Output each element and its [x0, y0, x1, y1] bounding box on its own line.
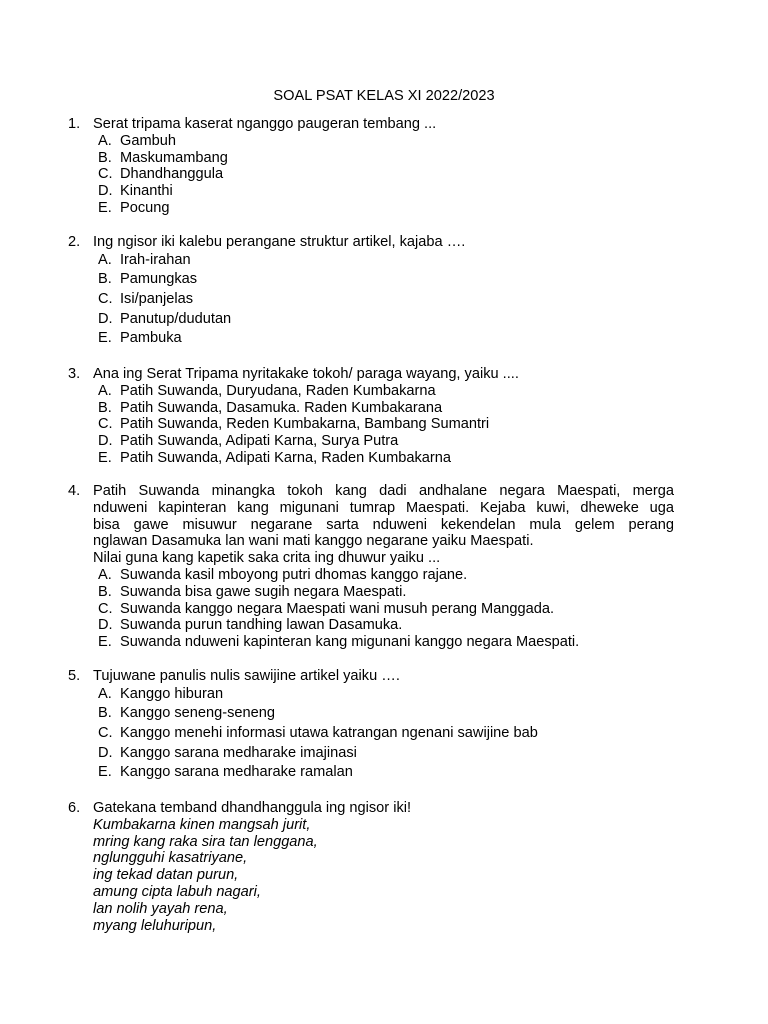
option-letter: D.: [98, 183, 113, 200]
option-text: Patih Suwanda, Duryudana, Raden Kumbakarna: [120, 382, 436, 399]
option-c: [68, 724, 674, 744]
option-list: [68, 133, 674, 217]
option-a: [68, 251, 674, 271]
option-letter: A.: [98, 132, 112, 149]
poem-line: myang leluhuripun,: [93, 917, 217, 934]
option-text: Kanggo seneng-seneng: [120, 705, 275, 722]
option-list: [68, 567, 674, 651]
option-letter: C.: [98, 724, 113, 741]
question-number: 2.: [68, 234, 81, 250]
option-text: Maskumambang: [120, 149, 228, 166]
option-e: [68, 763, 674, 783]
option-text: Suwanda purun tandhing lawan Dasamuka.: [120, 617, 403, 634]
option-b: [68, 704, 674, 724]
option-list: [68, 383, 674, 467]
option-text: Patih Suwanda, Dasamuka. Raden Kumbakarana: [120, 399, 443, 416]
option-letter: E.: [98, 449, 112, 466]
question-number: 3.: [68, 366, 81, 382]
option-text: Kinanthi: [120, 183, 173, 200]
option-e: [68, 450, 674, 467]
option-text: Irah-irahan: [120, 251, 191, 268]
option-letter: C.: [98, 416, 113, 433]
option-e: [68, 200, 674, 217]
option-letter: B.: [98, 705, 112, 722]
option-text: Suwanda kasil mboyong putri dhomas kanggo rajane.: [120, 566, 468, 583]
question-text: Gatekana temband dhandhanggula ing ngisor iki!: [93, 800, 412, 816]
option-d: [68, 183, 674, 200]
option-letter: E.: [98, 199, 112, 216]
option-d: [68, 433, 674, 450]
option-text: Kanggo sarana medharake imajinasi: [120, 744, 357, 761]
option-text: Kanggo sarana medharake ramalan: [120, 764, 353, 781]
option-letter: E.: [98, 634, 112, 651]
question-2: [68, 234, 674, 349]
passage-line: bisa gawe misuwur negarane sarta nduweni kekendelan mula gelem perang: [93, 516, 674, 533]
option-letter: A.: [98, 566, 112, 583]
option-letter: C.: [98, 290, 113, 307]
question-text: Tujuwane panulis nulis sawijine artikel yaiku ….: [93, 668, 400, 684]
option-e: [68, 329, 674, 349]
passage-line: nglawan Dasamuka lan wani mati kanggo negarane yaiku Maespati.: [93, 533, 534, 550]
option-letter: B.: [98, 271, 112, 288]
option-text: Panutup/dudutan: [120, 310, 232, 327]
question-text: Ana ing Serat Tripama nyritakake tokoh/ paraga wayang, yaiku ....: [93, 366, 519, 382]
option-d: [68, 617, 674, 634]
poem-line: nglungguhi kasatriyane,: [93, 850, 248, 867]
option-a: [68, 685, 674, 705]
question-5: [68, 668, 674, 783]
option-list: [68, 251, 674, 349]
option-letter: A.: [98, 382, 112, 399]
option-letter: E.: [98, 330, 112, 347]
poem-stanza: [68, 817, 674, 935]
poem-line: mring kang raka sira tan lenggana,: [93, 833, 318, 850]
question-prompt: Nilai guna kang kapetik saka crita ing dhuwur yaiku ...: [93, 550, 441, 567]
option-text: Pambuka: [120, 330, 182, 347]
option-text: Dhandhanggula: [120, 166, 224, 183]
passage-line: Patih Suwanda minangka tokoh kang dadi andhalane negara Maespati, merga: [93, 483, 674, 499]
option-c: [68, 416, 674, 433]
option-letter: D.: [98, 617, 113, 634]
option-text: Kanggo menehi informasi utawa katrangan ngenani sawijine bab: [120, 724, 538, 741]
question-number: 6.: [68, 800, 81, 816]
option-text: Patih Suwanda, Adipati Karna, Surya Putra: [120, 433, 399, 450]
option-d: [68, 744, 674, 764]
option-b: [68, 584, 674, 601]
option-letter: E.: [98, 764, 112, 781]
option-text: Patih Suwanda, Reden Kumbakarna, Bambang Sumantri: [120, 416, 490, 433]
option-text: Suwanda nduweni kapinteran kang migunani kanggo negara Maespati.: [120, 634, 580, 651]
option-a: [68, 133, 674, 150]
option-text: Pamungkas: [120, 271, 198, 288]
poem-line: amung cipta labuh nagari,: [93, 883, 261, 900]
option-a: [68, 567, 674, 584]
option-letter: A.: [98, 251, 112, 268]
option-letter: B.: [98, 399, 112, 416]
option-c: [68, 166, 674, 183]
option-c: [68, 601, 674, 618]
question-3: [68, 366, 674, 467]
option-b: [68, 400, 674, 417]
option-d: [68, 310, 674, 330]
passage-line: nduweni kapinteran kang migunani tumrap Maespati. Kejaba kuwi, dheweke uga: [93, 499, 674, 516]
poem-line: lan nolih yayah rena,: [93, 900, 228, 917]
option-a: [68, 383, 674, 400]
option-text: Gambuh: [120, 132, 176, 149]
option-text: Pocung: [120, 199, 170, 216]
option-text: Patih Suwanda, Adipati Karna, Raden Kumbakarna: [120, 449, 452, 466]
option-c: [68, 290, 674, 310]
option-letter: D.: [98, 433, 113, 450]
option-letter: D.: [98, 310, 113, 327]
option-list: [68, 685, 674, 783]
option-text: Isi/panjelas: [120, 290, 194, 307]
option-text: Suwanda kanggo negara Maespati wani musuh perang Manggada.: [120, 600, 555, 617]
option-letter: D.: [98, 744, 113, 761]
question-6: [68, 800, 674, 934]
option-text: Kanggo hiburan: [120, 685, 224, 702]
option-letter: B.: [98, 149, 112, 166]
question-number: 5.: [68, 668, 81, 684]
option-b: [68, 150, 674, 167]
option-e: [68, 634, 674, 651]
option-letter: B.: [98, 583, 112, 600]
option-letter: A.: [98, 685, 112, 702]
document-title: SOAL PSAT KELAS XI 2022/2023: [273, 88, 495, 104]
question-number: 4.: [68, 483, 81, 499]
option-text: Suwanda bisa gawe sugih negara Maespati.: [120, 583, 407, 600]
option-letter: C.: [98, 600, 113, 617]
option-b: [68, 270, 674, 290]
question-passage: [93, 483, 674, 567]
option-letter: C.: [98, 166, 113, 183]
question-4: [68, 483, 674, 651]
question-text: Serat tripama kaserat nganggo paugeran tembang ...: [93, 116, 437, 132]
poem-line: Kumbakarna kinen mangsah jurit,: [93, 816, 311, 833]
poem-line: ing tekad datan purun,: [93, 867, 239, 884]
question-number: 1.: [68, 116, 81, 132]
question-1: [68, 116, 674, 217]
question-text: Ing ngisor iki kalebu perangane struktur artikel, kajaba ….: [93, 234, 466, 250]
